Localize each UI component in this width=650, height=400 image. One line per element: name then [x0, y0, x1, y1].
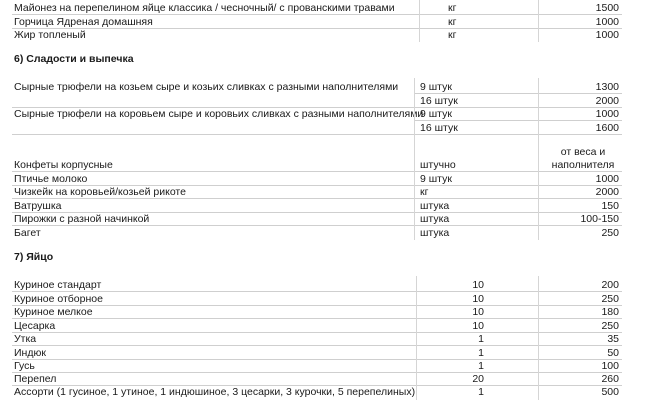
- product-price: 2000: [595, 95, 619, 107]
- column-divider: [419, 0, 420, 42]
- column-divider: [538, 78, 539, 240]
- product-price: 1500: [595, 2, 619, 14]
- row-divider: [12, 171, 622, 172]
- product-price: 260: [601, 373, 619, 385]
- row-divider: [12, 198, 622, 199]
- product-price: 50: [607, 347, 619, 359]
- product-name: Куриное отборное: [14, 293, 103, 305]
- row-divider: [12, 332, 622, 333]
- price-note: от веса и: [560, 146, 606, 158]
- row-divider: [12, 134, 622, 135]
- product-name: Майонез на перепелином яйце классика / чесночный/ с прованскими травами: [14, 2, 395, 14]
- product-name: Куриное стандарт: [14, 279, 102, 291]
- product-price: 1000: [595, 16, 619, 28]
- column-divider: [414, 78, 415, 240]
- row-divider: [12, 291, 622, 292]
- product-unit: 9 штук: [420, 108, 452, 120]
- product-qty: 10: [472, 293, 484, 305]
- product-qty: 1: [478, 360, 484, 372]
- row-divider: [12, 28, 622, 29]
- product-price: 35: [607, 333, 619, 345]
- product-unit: кг: [448, 2, 457, 14]
- row-divider: [12, 372, 622, 373]
- product-name: Птичье молоко: [14, 173, 88, 185]
- product-qty: 20: [472, 373, 484, 385]
- product-price: 1300: [595, 81, 619, 93]
- column-divider: [538, 0, 539, 42]
- product-name: Утка: [14, 333, 37, 345]
- product-unit: штука: [420, 213, 450, 225]
- product-name: Гусь: [14, 360, 35, 372]
- product-price: 250: [601, 293, 619, 305]
- product-name: Сырные трюфели на коровьем сыре и коровьих сливках с разными наполнителями: [14, 108, 424, 120]
- product-name: Ассорти (1 гусиное, 1 утиное, 1 индюшиное, 3 цесарки, 3 курочки, 5 перепелиных): [14, 386, 416, 398]
- row-divider: [414, 93, 622, 94]
- product-qty: 1: [478, 333, 484, 345]
- product-name: Конфеты корпусные: [14, 159, 113, 171]
- price-note: наполнителя: [551, 159, 615, 171]
- product-price: 1000: [595, 108, 619, 120]
- product-name: Сырные трюфели на козьем сыре и козьих сливках с разными наполнителями: [14, 81, 399, 93]
- product-price: 150: [601, 200, 619, 212]
- product-unit: кг: [420, 186, 429, 198]
- product-qty: 10: [472, 279, 484, 291]
- row-divider: [12, 305, 622, 306]
- row-divider: [12, 14, 622, 15]
- product-name: Куриное мелкое: [14, 306, 93, 318]
- product-name: Цесарка: [14, 320, 56, 332]
- product-price: 200: [601, 279, 619, 291]
- product-name: Горчица Ядреная домашняя: [14, 16, 153, 28]
- product-unit: 9 штук: [420, 81, 452, 93]
- product-unit: кг: [448, 16, 457, 28]
- row-divider: [414, 120, 622, 121]
- product-price: 100: [601, 360, 619, 372]
- product-price: 1600: [595, 122, 619, 134]
- product-unit: 9 штук: [420, 173, 452, 185]
- product-name: Чизкейк на коровьей/козьей рикоте: [14, 186, 186, 198]
- product-qty: 10: [472, 320, 484, 332]
- product-name: Пирожки с разной начинкой: [14, 213, 150, 225]
- row-divider: [12, 318, 622, 319]
- product-name: Ватрушка: [14, 200, 62, 212]
- product-unit: штучно: [420, 159, 456, 171]
- product-name: Перепел: [14, 373, 57, 385]
- product-name: Багет: [14, 227, 41, 239]
- product-unit: 16 штук: [420, 95, 458, 107]
- column-divider: [538, 276, 539, 400]
- product-name: Жир топленый: [14, 29, 86, 41]
- product-unit: штука: [420, 227, 450, 239]
- product-qty: 1: [478, 347, 484, 359]
- section-heading: 6) Сладости и выпечка: [14, 53, 134, 65]
- product-qty: 10: [472, 306, 484, 318]
- product-unit: штука: [420, 200, 450, 212]
- product-price: 100-150: [580, 213, 619, 225]
- product-unit: кг: [448, 29, 457, 41]
- product-price: 500: [601, 386, 619, 398]
- product-price: 1000: [595, 173, 619, 185]
- product-price: 250: [601, 320, 619, 332]
- product-price: 2000: [595, 186, 619, 198]
- product-qty: 1: [478, 386, 484, 398]
- row-divider: [12, 359, 622, 360]
- product-price: 1000: [595, 29, 619, 41]
- row-divider: [12, 225, 622, 226]
- section-heading: 7) Яйцо: [14, 251, 54, 263]
- column-divider: [416, 276, 417, 400]
- product-name: Индюк: [14, 347, 46, 359]
- row-divider: [12, 345, 622, 346]
- product-unit: 16 штук: [420, 122, 458, 134]
- product-price: 180: [601, 306, 619, 318]
- product-price: 250: [601, 227, 619, 239]
